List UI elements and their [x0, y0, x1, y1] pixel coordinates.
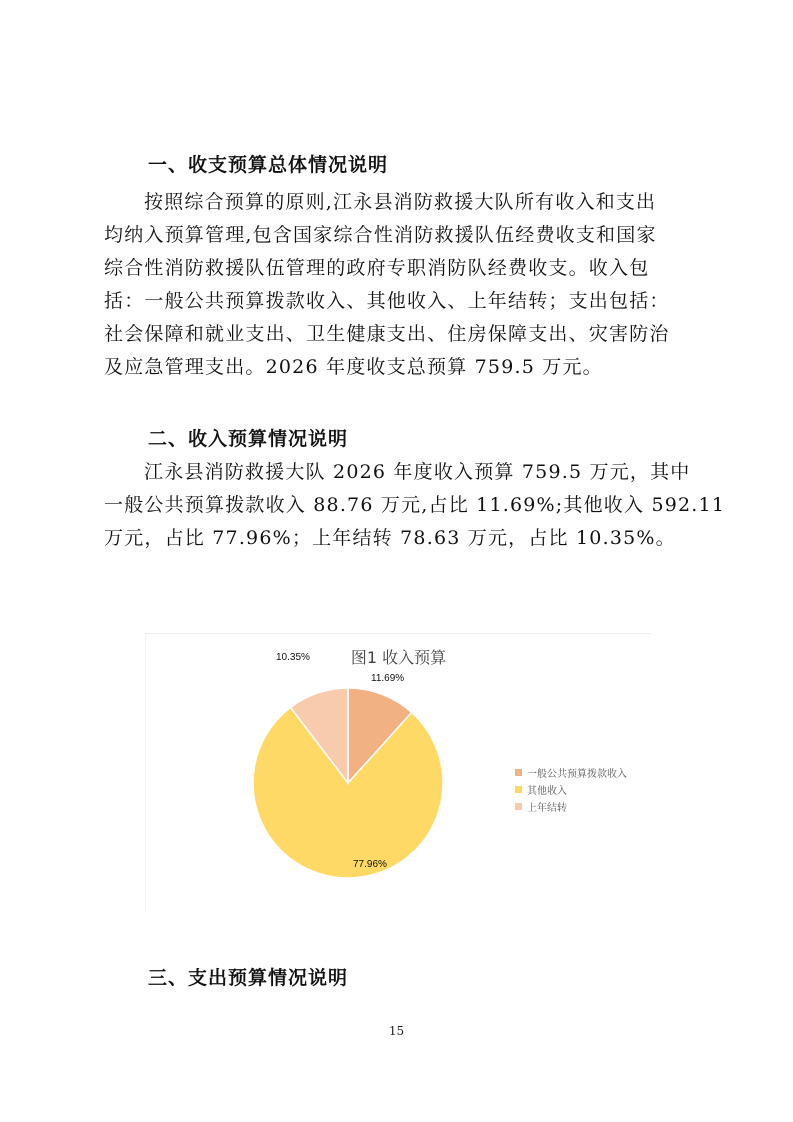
paragraph-line: 社会保障和就业支出、卫生健康支出、住房保障支出、灾害防治 — [104, 323, 670, 345]
paragraph-line: 一般公共预算拨款收入 88.76 万元,占比 11.69%;其他收入 592.11 — [104, 494, 726, 516]
paragraph-line: 江永县消防救援大队 2026 年度收入预算 759.5 万元，其中 — [144, 461, 691, 483]
legend-item — [515, 798, 627, 815]
section-heading-expenditure: 三、支出预算情况说明 — [148, 967, 349, 989]
pie-data-label: 10.35% — [276, 652, 310, 663]
legend-label: 其他收入 — [527, 786, 567, 797]
legend-label: 上年结转 — [527, 803, 567, 814]
pie-data-label: 77.96% — [353, 859, 387, 870]
paragraph-line: 综合性消防救援队伍管理的政府专职消防队经费收支。收入包 — [104, 257, 650, 279]
legend-item — [515, 764, 627, 781]
paragraph-line: 万元，占比 77.96%；上年结转 78.63 万元，占比 10.35%。 — [104, 527, 676, 549]
page-number: 15 — [388, 1024, 405, 1038]
overview-paragraph — [104, 186, 694, 384]
chart-legend — [515, 764, 627, 815]
paragraph-line: 括：一般公共预算拨款收入、其他收入、上年结转；支出包括： — [104, 290, 670, 312]
section-heading-income: 二、收入预算情况说明 — [148, 428, 349, 450]
legend-label: 一般公共预算拨款收入 — [527, 769, 627, 780]
income-pie-chart — [145, 633, 651, 912]
legend-swatch — [515, 803, 522, 810]
paragraph-line: 及应急管理支出。2026 年度收支总预算 759.5 万元。 — [104, 356, 603, 378]
chart-title: 图1 收入预算 — [350, 648, 447, 667]
pie-data-label: 11.69% — [371, 673, 405, 684]
paragraph-line: 按照综合预算的原则,江永县消防救援大队所有收入和支出 — [144, 191, 657, 213]
section-heading-overview: 一、收支预算总体情况说明 — [148, 154, 389, 176]
paragraph-line: 均纳入预算管理,包含国家综合性消防救援队伍经费收支和国家 — [104, 224, 657, 246]
legend-item — [515, 781, 627, 798]
income-paragraph — [104, 456, 726, 555]
legend-swatch — [515, 769, 522, 776]
legend-swatch — [515, 786, 522, 793]
